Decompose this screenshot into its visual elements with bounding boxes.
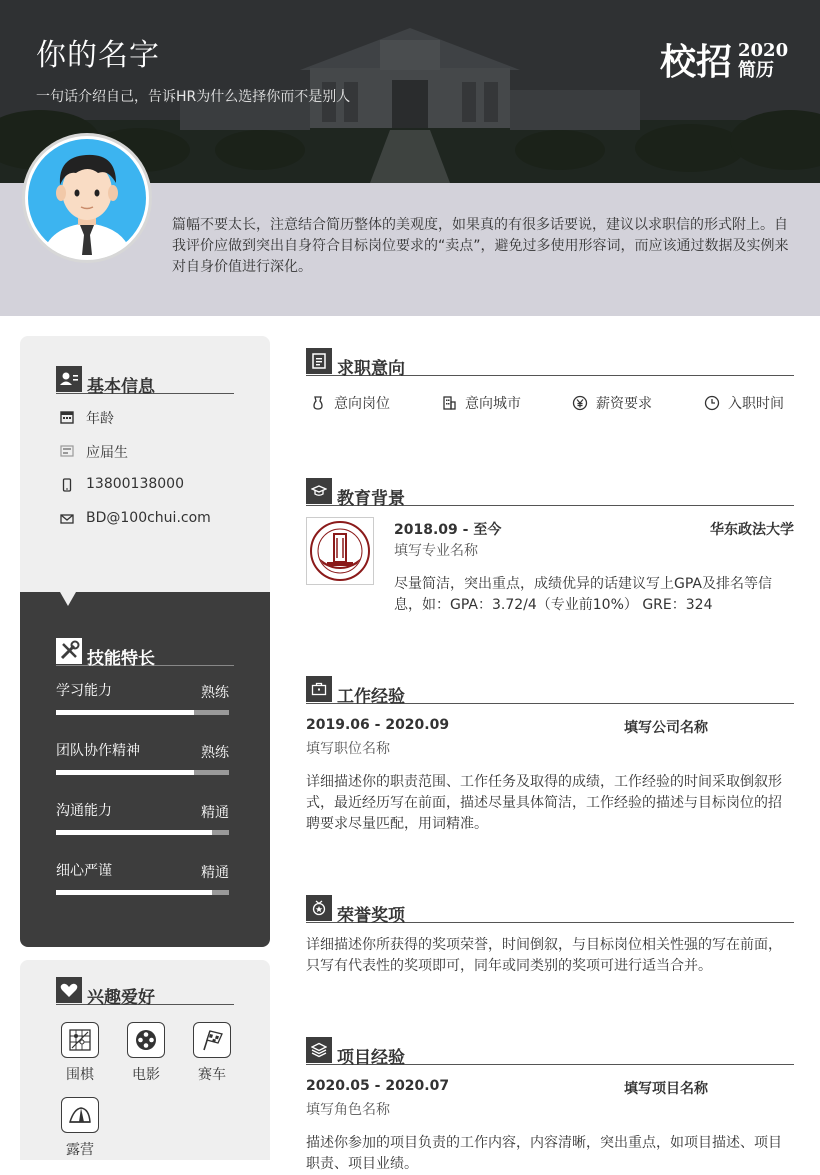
go-board-icon xyxy=(68,1028,92,1052)
info-status xyxy=(56,440,246,464)
brand-sub: 简历 xyxy=(738,60,774,81)
tools-icon xyxy=(56,638,82,664)
skill-name: 沟通能力 xyxy=(56,803,112,819)
education-heading xyxy=(306,478,794,509)
info-email-text[interactable]: BD@100chui.com xyxy=(86,510,211,526)
candidate-slogan: 一句话介绍自己，告诉HR为什么选择你而不是别人 xyxy=(36,89,351,105)
brand-main: 校招 xyxy=(660,41,733,83)
skill-bar-fill xyxy=(56,890,212,895)
info-status-text: 应届生 xyxy=(86,445,128,461)
work-company: 填写公司名称 xyxy=(624,720,708,736)
hobby-label: 赛车 xyxy=(198,1067,226,1083)
panel-notch xyxy=(60,592,76,606)
project-period: 2020.05 - 2020.07 xyxy=(306,1078,450,1094)
clipboard-icon xyxy=(306,348,332,374)
intent-salary-text: 薪资要求 xyxy=(596,396,652,412)
info-phone xyxy=(56,474,246,498)
candidate-name: 你的名字 xyxy=(36,38,160,73)
university-logo xyxy=(306,517,374,585)
racing-flag-icon xyxy=(200,1028,224,1052)
intent-position-text: 意向岗位 xyxy=(334,396,390,412)
education-detail: 尽量简洁，突出重点，成绩优异的话建议写上GPA及排名等信息，如：GPA：3.72/4（专业前10%） GRE：324 xyxy=(394,576,772,613)
brand-year: 2020 xyxy=(738,40,789,61)
work-heading xyxy=(306,676,794,707)
honors-detail: 详细描述你所获得的奖项荣誉，时间倒叙，与目标岗位相关性强的写在前面，只写有代表性的奖项即可，同年或同类别的奖项可进行适当合并。 xyxy=(306,937,782,974)
skill-level: 精通 xyxy=(201,865,229,881)
skills-title: 技能特长 xyxy=(87,649,155,669)
skill-bar-fill xyxy=(56,770,194,775)
job-intent-title: 求职意向 xyxy=(337,359,405,379)
avatar-illustration xyxy=(28,139,146,257)
skill-name: 细心严谨 xyxy=(56,863,112,879)
basic-info-title: 基本信息 xyxy=(87,377,155,397)
job-intent-heading xyxy=(306,348,794,379)
info-email xyxy=(56,508,246,532)
hobby-camping xyxy=(61,1097,101,1157)
phone-icon xyxy=(60,478,74,492)
skills-heading xyxy=(56,638,234,669)
clock-icon xyxy=(704,395,720,411)
building-icon xyxy=(441,395,457,411)
education-school: 华东政法大学 xyxy=(710,522,794,538)
project-role: 填写角色名称 xyxy=(306,1102,390,1118)
skill-bar-fill xyxy=(56,830,212,835)
education-period: 2018.09 - 至今 xyxy=(394,522,502,538)
calendar-icon xyxy=(60,410,74,424)
graduation-cap-icon xyxy=(306,478,332,504)
hobbies-heading xyxy=(56,977,234,1008)
intent-position xyxy=(310,392,420,414)
hobby-label: 围棋 xyxy=(66,1067,94,1083)
university-seal-icon xyxy=(307,518,373,584)
info-phone-text[interactable]: 13800138000 xyxy=(86,476,184,492)
skill-level: 熟练 xyxy=(201,745,229,761)
education-title: 教育背景 xyxy=(337,489,405,509)
left-column xyxy=(20,336,270,1160)
skill-bar-fill xyxy=(56,710,194,715)
skill-name: 团队协作精神 xyxy=(56,743,140,759)
yen-icon xyxy=(572,395,588,411)
hobby-label: 露营 xyxy=(66,1142,94,1158)
basic-info-heading xyxy=(56,366,234,397)
hobbies-title: 兴趣爱好 xyxy=(87,988,155,1008)
intent-start-text: 入职时间 xyxy=(728,396,784,412)
project-name: 填写项目名称 xyxy=(624,1081,708,1097)
skill-bar-track xyxy=(56,890,229,895)
skill-item xyxy=(56,740,229,780)
intent-salary xyxy=(572,392,682,414)
work-position: 填写职位名称 xyxy=(306,741,390,757)
info-age xyxy=(56,406,246,430)
work-period: 2019.06 - 2020.09 xyxy=(306,717,450,733)
resume-brand xyxy=(660,40,790,90)
skill-bar-track xyxy=(56,710,229,715)
project-title: 项目经验 xyxy=(337,1048,405,1068)
hobby-go xyxy=(61,1022,101,1082)
film-reel-icon xyxy=(134,1028,158,1052)
skill-level: 熟练 xyxy=(201,685,229,701)
info-age-text: 年龄 xyxy=(86,411,114,427)
skill-item xyxy=(56,680,229,720)
project-heading xyxy=(306,1037,794,1068)
skill-bar-track xyxy=(56,830,229,835)
skill-level: 精通 xyxy=(201,805,229,821)
intent-city xyxy=(441,392,551,414)
work-detail: 详细描述你的职责范围、工作任务及取得的成绩，工作经验的时间采取倒叙形式，最近经历写在前面，描述尽量具体简洁，工作经验的描述与目标岗位的招聘要求尽量匹配，用词精准。 xyxy=(306,774,782,832)
education-major: 填写专业名称 xyxy=(394,543,478,559)
skill-item xyxy=(56,800,229,840)
skill-name: 学习能力 xyxy=(56,683,112,699)
hobby-racing xyxy=(193,1022,233,1082)
skill-bar-track xyxy=(56,770,229,775)
project-detail: 描述你参加的项目负责的工作内容，内容清晰，突出重点，如项目描述、项目职责、项目业绩。 xyxy=(306,1135,782,1172)
intent-start-time xyxy=(704,392,804,414)
skill-item xyxy=(56,860,229,900)
avatar xyxy=(22,133,152,263)
self-intro-text: 篇幅不要太长，注意结合简历整体的美观度，如果真的有很多话要说，建议以求职信的形式附上。自我评价应做到突出自身符合目标岗位要求的“卖点”，避免过多使用形容词，而应该通过数据及实例来对自身价值进行深化。 xyxy=(172,217,789,275)
medal-icon xyxy=(306,895,332,921)
briefcase-icon xyxy=(306,676,332,702)
intent-city-text: 意向城市 xyxy=(465,396,521,412)
hobby-label: 电影 xyxy=(132,1067,160,1083)
work-title: 工作经验 xyxy=(337,687,405,707)
tent-icon xyxy=(68,1103,92,1127)
honors-title: 荣誉奖项 xyxy=(337,906,405,926)
layers-icon xyxy=(306,1037,332,1063)
id-card-icon xyxy=(56,366,82,392)
hobby-movie xyxy=(127,1022,167,1082)
position-icon xyxy=(310,395,326,411)
heart-icon xyxy=(56,977,82,1003)
mail-icon xyxy=(60,512,74,526)
graduation-icon xyxy=(60,444,74,458)
honors-heading xyxy=(306,895,794,926)
